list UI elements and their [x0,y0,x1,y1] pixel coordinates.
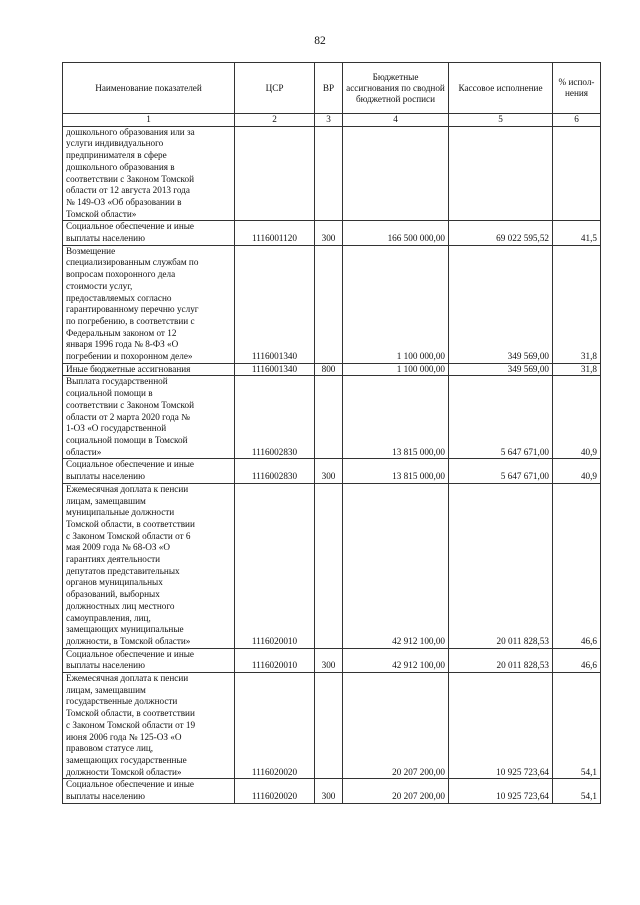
indicator-name-cell: Ежемесячная доплата к пенсии лицам, замещавшим государственные должности Томской области, в соответствии с Законом Томской области от 19 июня 2006 года № 125-ОЗ «О правовом статусе лиц, замещающих государственные должности Томской области» [63,673,235,779]
indicator-name-cell: дошкольного образования или за услуги индивидуального предпринимателя в сфере дошкольного образования в соответствии с Законом Томской области от 12 августа 2013 года № 149-ОЗ «Об образовании в Томской области» [63,126,235,221]
vr-code-cell: 300 [315,648,343,672]
indicator-name-cell: Выплата государственной социальной помощи в соответствии с Законом Томской области от 2 марта 2020 года № 1-ОЗ «О государственной социальной помощи в Томской области» [63,376,235,459]
column-number: 5 [449,114,553,127]
indicator-name-cell: Социальное обеспечение и иные выплаты населению [63,459,235,483]
vr-code-cell [315,483,343,648]
indicator-name-cell: Ежемесячная доплата к пенсии лицам, замещавшим муниципальные должности Томской области, в соответствии с Законом Томской области от 6 мая 2009 года № 68-ОЗ «О гарантиях деятельности депутатов представительных органов муниципальных образований, выборных должностных лиц местного самоуправления, лиц, замещающих муниципальные должности, в Томской области» [63,483,235,648]
execution-percent-cell: 41,5 [553,221,601,245]
execution-percent-cell: 46,6 [553,648,601,672]
header-csr: ЦСР [235,63,315,114]
execution-percent-cell: 31,8 [553,245,601,363]
header-percent: % испол-нения [553,63,601,114]
cash-execution-cell: 349 569,00 [449,245,553,363]
csr-code-cell: 1116020010 [235,483,315,648]
column-number: 2 [235,114,315,127]
cash-execution-cell: 20 011 828,53 [449,648,553,672]
budget-allocation-cell: 20 207 200,00 [343,779,449,803]
execution-percent-cell: 54,1 [553,673,601,779]
execution-percent-cell: 31,8 [553,363,601,376]
vr-code-cell: 800 [315,363,343,376]
table-body [63,126,601,803]
csr-code-cell: 1116002830 [235,459,315,483]
budget-allocation-cell: 1 100 000,00 [343,245,449,363]
header-budget: Бюджетные ассигнования по сводной бюджетной росписи [343,63,449,114]
vr-code-cell [315,673,343,779]
cash-execution-cell: 69 022 595,52 [449,221,553,245]
vr-code-cell [315,376,343,459]
budget-allocation-cell: 42 912 100,00 [343,648,449,672]
csr-code-cell: 1116001340 [235,245,315,363]
cash-execution-cell [449,126,553,221]
column-number-row [63,114,601,127]
execution-percent-cell: 46,6 [553,483,601,648]
budget-table [62,62,601,804]
column-number: 1 [63,114,235,127]
indicator-name-cell: Социальное обеспечение и иные выплаты населению [63,221,235,245]
table-row [63,648,601,672]
table-row [63,126,601,221]
column-number: 3 [315,114,343,127]
vr-code-cell: 300 [315,779,343,803]
execution-percent-cell: 40,9 [553,376,601,459]
header-cash: Кассовое исполнение [449,63,553,114]
table-row [63,363,601,376]
indicator-name-cell: Социальное обеспечение и иные выплаты населению [63,779,235,803]
csr-code-cell: 1116020010 [235,648,315,672]
indicator-name-cell: Возмещение специализированным службам по вопросам похоронного дела стоимости услуг, предоставляемых согласно гарантированному перечню услуг по погребению, в соответствии с Федеральным законом от 12 января 1996 года № 8-ФЗ «О погребении и похоронном деле» [63,245,235,363]
table-row [63,483,601,648]
cash-execution-cell: 10 925 723,64 [449,779,553,803]
table-row [63,779,601,803]
execution-percent-cell: 54,1 [553,779,601,803]
cash-execution-cell: 5 647 671,00 [449,376,553,459]
table-row [63,376,601,459]
header-vr: ВР [315,63,343,114]
csr-code-cell [235,126,315,221]
vr-code-cell [315,245,343,363]
column-number: 4 [343,114,449,127]
cash-execution-cell: 10 925 723,64 [449,673,553,779]
csr-code-cell: 1116020020 [235,673,315,779]
budget-allocation-cell: 20 207 200,00 [343,673,449,779]
csr-code-cell: 1116020020 [235,779,315,803]
indicator-name-cell: Иные бюджетные ассигнования [63,363,235,376]
column-number: 6 [553,114,601,127]
budget-allocation-cell: 1 100 000,00 [343,363,449,376]
csr-code-cell: 1116001340 [235,363,315,376]
csr-code-cell: 1116001120 [235,221,315,245]
cash-execution-cell: 349 569,00 [449,363,553,376]
cash-execution-cell: 5 647 671,00 [449,459,553,483]
table-row [63,245,601,363]
indicator-name-cell: Социальное обеспечение и иные выплаты населению [63,648,235,672]
table-row [63,221,601,245]
table-header-row [63,63,601,114]
page-number: 82 [314,35,326,47]
csr-code-cell: 1116002830 [235,376,315,459]
budget-allocation-cell: 166 500 000,00 [343,221,449,245]
cash-execution-cell: 20 011 828,53 [449,483,553,648]
budget-allocation-cell: 42 912 100,00 [343,483,449,648]
table-row [63,459,601,483]
vr-code-cell: 300 [315,221,343,245]
header-name: Наименование показателей [63,63,235,114]
budget-allocation-cell [343,126,449,221]
table-row [63,673,601,779]
execution-percent-cell: 40,9 [553,459,601,483]
vr-code-cell [315,126,343,221]
vr-code-cell: 300 [315,459,343,483]
budget-allocation-cell: 13 815 000,00 [343,459,449,483]
execution-percent-cell [553,126,601,221]
budget-allocation-cell: 13 815 000,00 [343,376,449,459]
